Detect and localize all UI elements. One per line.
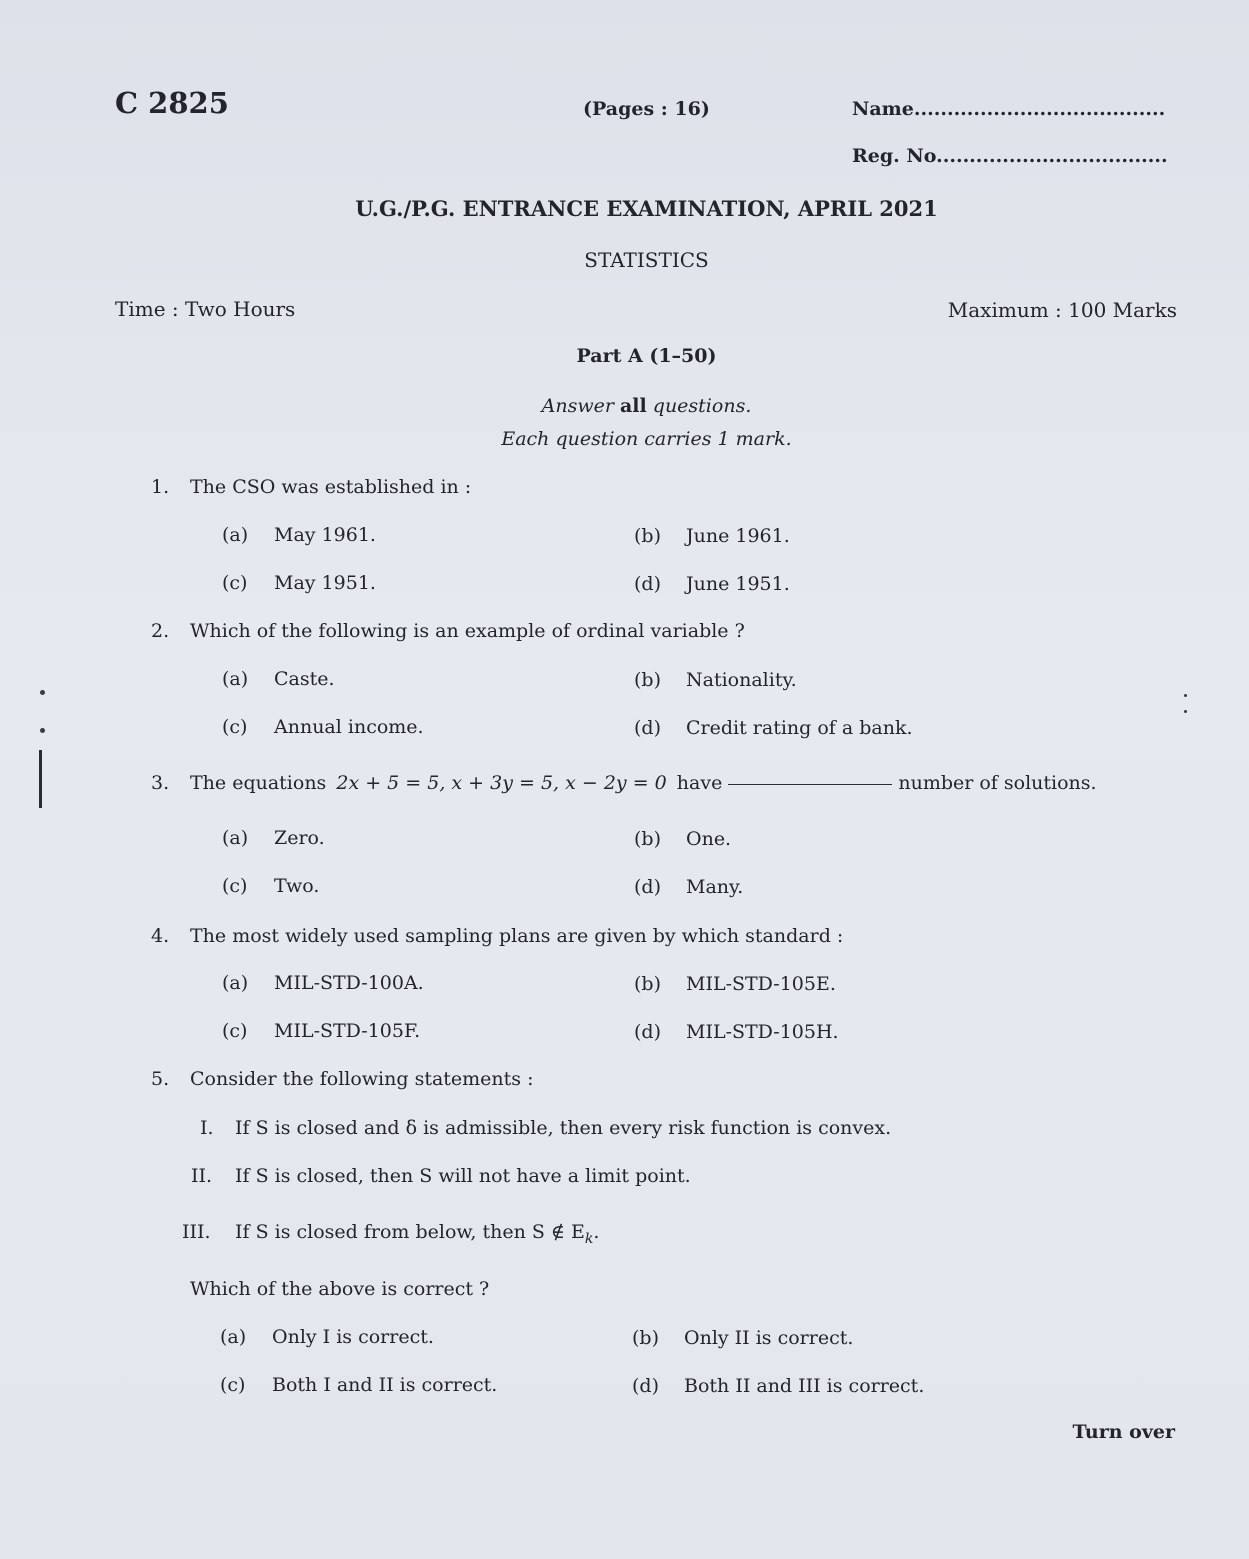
turn-over-note: Turn over [1072,1421,1175,1443]
option-text: May 1961. [274,524,376,546]
part-heading: Part A (1–50) [576,345,717,367]
option-label: (b) [634,828,661,850]
speck [40,728,45,733]
question-text: have [676,772,723,794]
question-5 [151,1068,533,1090]
option-text: June 1951. [686,573,790,595]
option-label: (c) [222,572,248,594]
statement-number: I. [200,1117,214,1139]
speck [1184,710,1187,713]
statement-text: If S is closed, then S will not have a limit point. [235,1165,691,1187]
option-a [222,524,376,546]
option-a [222,668,335,690]
option-text: Zero. [274,827,325,849]
statement-text: If S is closed and δ is admissible, then every risk function is convex. [235,1117,892,1139]
option-d [634,717,913,739]
option-label: (d) [634,573,661,595]
option-label: (a) [220,1326,247,1348]
statement-2 [191,1165,691,1187]
instruction-answer-all [0,395,1249,417]
instruction-marks: Each question carries 1 mark. [501,428,792,450]
option-a [222,972,424,994]
option-text: Many. [686,876,744,898]
reg-no-field [852,145,1168,167]
question-number: 5. [151,1068,170,1090]
option-text: June 1961. [686,525,790,547]
option-d [634,876,743,898]
statement-1 [200,1117,891,1139]
option-text: MIL-STD-100A. [274,972,424,994]
option-c [222,716,424,738]
option-label: (d) [634,876,661,898]
option-d [632,1375,924,1397]
statement-number: II. [191,1165,213,1187]
subject-title: STATISTICS [584,248,709,272]
followup-question: Which of the above is correct ? [190,1278,490,1300]
instruction-word: Answer [541,395,614,417]
option-text: May 1951. [274,572,376,594]
option-text: Credit rating of a bank. [686,717,913,739]
question-text: Which of the following is an example of ordinal variable ? [190,620,745,642]
option-label: (c) [222,716,248,738]
reg-no-label: Reg. No [852,145,937,167]
option-a [222,827,325,849]
question-number: 3. [151,772,170,794]
option-label: (b) [634,973,661,995]
name-blank: ...................................... [913,98,1166,120]
speck [1184,694,1187,697]
instruction-word: questions. [652,395,752,417]
option-b [634,828,731,850]
option-a [220,1326,434,1348]
option-label: (d) [634,717,661,739]
option-text: Both II and III is correct. [684,1375,925,1397]
option-text: MIL-STD-105E. [686,973,836,995]
option-d [634,1021,839,1043]
instruction-emphasis: all [619,395,647,417]
option-label: (a) [222,668,249,690]
option-text: Both I and II is correct. [272,1374,498,1396]
option-text: Annual income. [274,716,424,738]
option-b [632,1327,853,1349]
margin-mark [39,750,42,808]
exam-title: U.G./P.G. ENTRANCE EXAMINATION, APRIL 2021 [355,196,938,221]
option-c [220,1374,497,1396]
option-text: One. [686,828,732,850]
speck [40,690,45,695]
maximum-marks: Maximum : 100 Marks [947,298,1177,322]
statement-text: If S is closed from below, then S ∉ E [235,1221,585,1243]
option-label: (a) [222,524,249,546]
question-text: Consider the following statements : [190,1068,534,1090]
question-1 [151,476,471,498]
statement-number: III. [182,1221,211,1243]
option-label: (c) [222,1020,248,1042]
option-b [634,525,790,547]
option-label: (d) [632,1375,659,1397]
option-label: (b) [634,669,661,691]
option-text: Nationality. [686,669,797,691]
question-text: The equations [190,772,327,794]
option-label: (a) [222,972,249,994]
option-text: Two. [274,875,320,897]
page-count: (Pages : 16) [583,98,710,120]
name-label: Name [852,98,914,120]
option-text: MIL-STD-105H. [686,1021,839,1043]
option-label: (c) [222,875,248,897]
option-text: Only I is correct. [272,1326,434,1348]
option-label: (a) [222,827,249,849]
question-number: 1. [151,476,170,498]
question-text: number of solutions. [898,772,1097,794]
question-number: 2. [151,620,170,642]
option-label: (d) [634,1021,661,1043]
option-c [222,1020,420,1042]
question-4 [151,925,843,947]
question-number: 4. [151,925,170,947]
time-allowed: Time : Two Hours [115,297,296,321]
name-field [852,98,1165,120]
option-d [634,573,790,595]
question-3 [151,772,1097,794]
option-text: MIL-STD-105F. [274,1020,421,1042]
option-b [634,973,836,995]
answer-blank [728,784,892,785]
statement-3 [182,1221,599,1247]
question-text: The most widely used sampling plans are given by which standard : [190,925,844,947]
question-paper-code: C 2825 [115,86,229,120]
option-c [222,572,376,594]
question-2 [151,620,745,642]
option-label: (b) [634,525,661,547]
option-label: (b) [632,1327,659,1349]
option-text: Only II is correct. [684,1327,854,1349]
subscript: k [584,1230,594,1247]
reg-no-blank: ................................... [936,145,1168,167]
question-text: The CSO was established in : [190,476,472,498]
option-text: Caste. [274,668,335,690]
option-b [634,669,797,691]
option-c [222,875,319,897]
statement-text: . [593,1221,600,1243]
equation: 2x + 5 = 5, x + 3y = 5, x − 2y = 0 [336,772,667,794]
option-label: (c) [220,1374,246,1396]
